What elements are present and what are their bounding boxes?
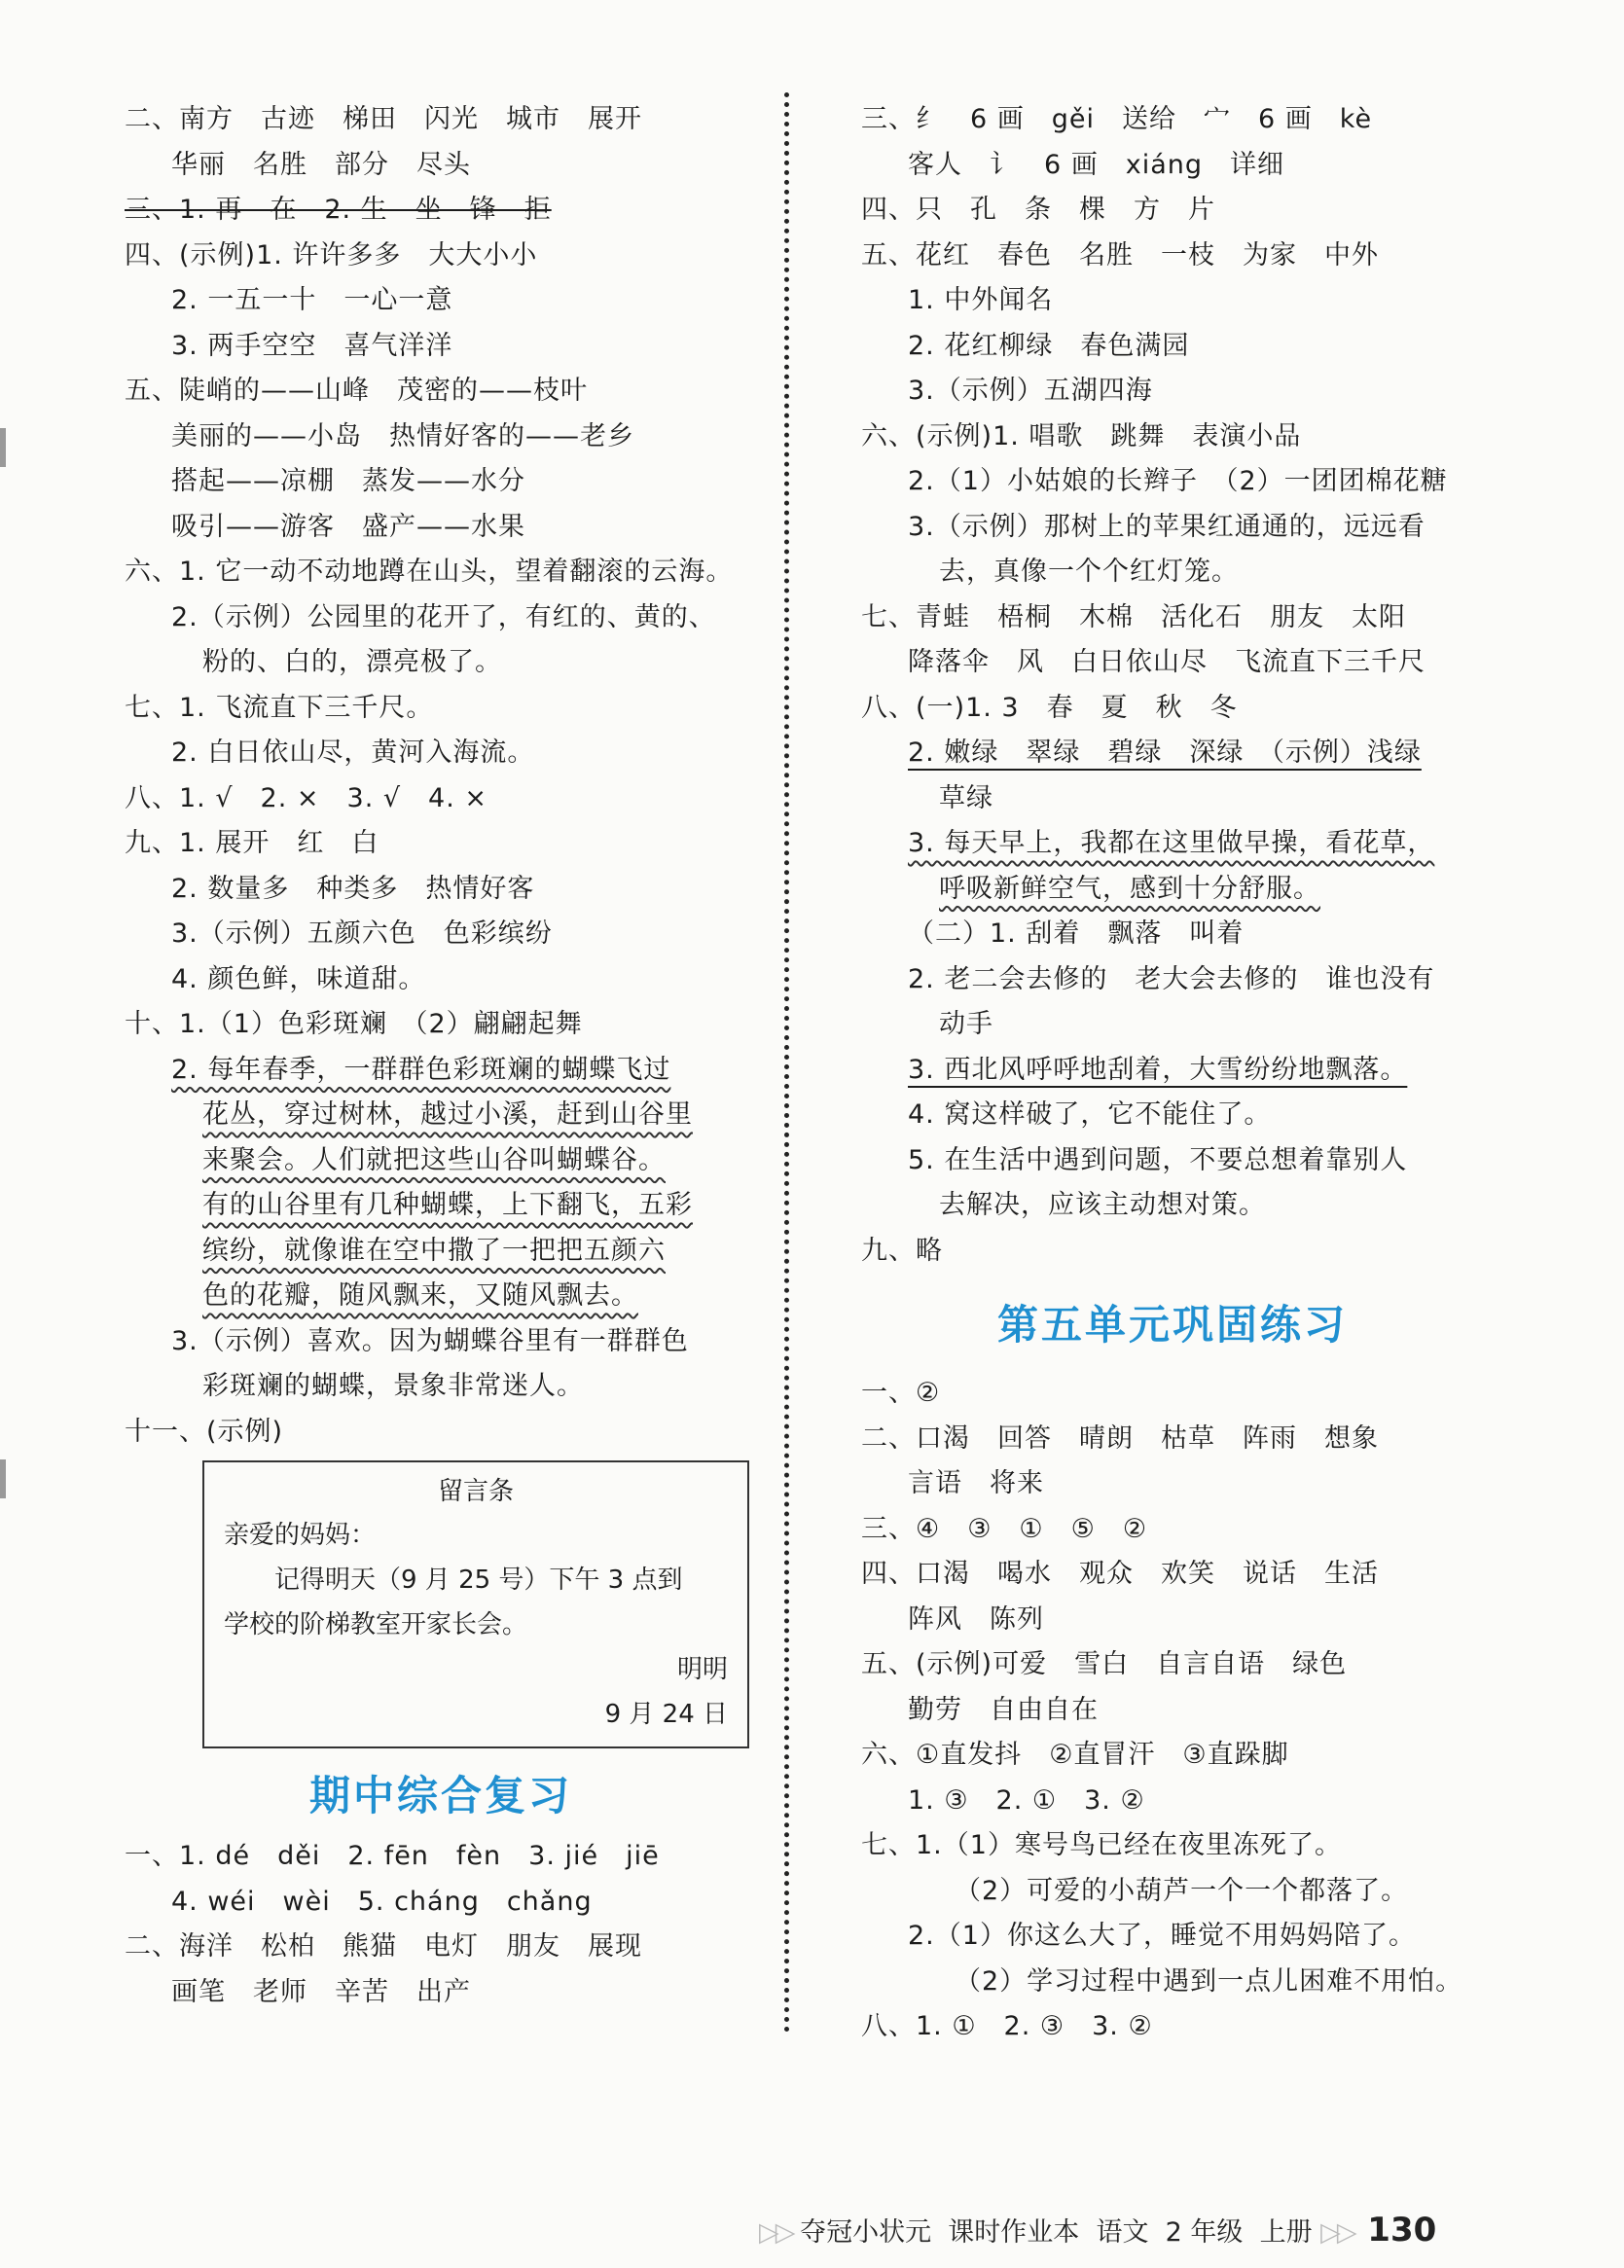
answer-line-text: 六、①直发抖 ②直冒汗 ③直跺脚 xyxy=(861,1740,1289,1770)
answer-line xyxy=(125,188,757,234)
footer-arrow-icon: ▷▷ xyxy=(1320,2217,1353,2248)
answer-line-text: 3.（示例）喜欢。因为蝴蝶谷里有一群群色 xyxy=(171,1325,689,1356)
answer-line-text: 去，真像一个个红灯笼。 xyxy=(939,557,1239,587)
answer-line-text: 五、陡峭的——山峰 茂密的——枝叶 xyxy=(125,376,588,406)
answer-line-text: 4. 颜色鲜，味道甜。 xyxy=(171,963,426,994)
answer-line-text: 花丛，穿过树林，越过小溪，赶到山谷里 xyxy=(202,1099,693,1130)
answer-line-text: 六、1. 它一动不动地蹲在山头，望着翻滚的云海。 xyxy=(125,557,734,587)
answer-line-text: 四、只 孔 条 棵 方 片 xyxy=(861,195,1215,225)
answer-line xyxy=(125,1093,757,1138)
answer-line-text: 九、略 xyxy=(861,1235,943,1266)
answer-line xyxy=(861,1093,1484,1138)
edge-mark xyxy=(0,1459,6,1498)
answer-line xyxy=(125,1970,757,2016)
answer-line xyxy=(861,1688,1484,1734)
note-date: 9 月 24 日 xyxy=(604,1700,728,1729)
answer-line-text: 2. 一五一十 一心一意 xyxy=(171,285,453,315)
answer-line xyxy=(125,686,757,732)
answer-line xyxy=(861,1461,1484,1507)
answer-line xyxy=(125,414,757,460)
answer-line xyxy=(125,97,757,143)
answer-line xyxy=(861,1552,1484,1598)
right-answer-lines-2 xyxy=(861,1371,1484,2050)
answer-line-text: 2. 每年春季，一群群色彩斑斓的蝴蝶飞过 xyxy=(171,1054,671,1085)
answer-line xyxy=(861,1914,1484,1960)
answer-line xyxy=(861,2004,1484,2050)
answer-line xyxy=(125,595,757,641)
answer-line-text: 美丽的——小岛 热情好客的——老乡 xyxy=(171,420,634,451)
answer-line xyxy=(861,1002,1484,1048)
answer-line-text: 3.（示例）那树上的苹果红通通的，远远看 xyxy=(908,511,1426,542)
answer-line xyxy=(125,234,757,279)
answer-line xyxy=(125,278,757,324)
answer-line xyxy=(861,1869,1484,1915)
answer-line-text: 四、口渴 喝水 观众 欢笑 说话 生活 xyxy=(861,1559,1379,1589)
note-title: 留言条 xyxy=(437,1477,514,1506)
answer-line-text: 十一、(示例) xyxy=(125,1416,284,1447)
message-note-box xyxy=(202,1460,749,1748)
answer-line xyxy=(125,1364,757,1410)
answer-line-text: 4. wéi wèi 5. cháng chǎng xyxy=(171,1886,593,1917)
answer-line-text: 搭起——凉棚 蒸发——水分 xyxy=(171,466,525,496)
answer-line-text: 阵风 陈列 xyxy=(908,1603,1044,1635)
answer-line-text: 缤纷，就像谁在空中撒了一把把五颜六 xyxy=(202,1235,666,1266)
note-greeting: 亲爱的妈妈： xyxy=(224,1521,377,1550)
answer-line-text: 二、口渴 回答 晴朗 枯草 阵雨 想象 xyxy=(861,1422,1379,1454)
column-divider xyxy=(784,92,789,2034)
answer-line xyxy=(125,550,757,595)
answer-line xyxy=(125,957,757,1003)
answer-line-text: 四、(示例)1. 许许多多 大大小小 xyxy=(125,239,538,270)
answer-line-text: 2. 数量多 种类多 热情好客 xyxy=(171,873,535,904)
answer-line xyxy=(861,1229,1484,1275)
answer-line-text: 3. 两手空空 喜气洋洋 xyxy=(171,330,453,361)
answer-line-text: 2. 老二会去修的 老大会去修的 谁也没有 xyxy=(908,963,1435,994)
answer-line-text: 八、(一)1. 3 春 夏 秋 冬 xyxy=(861,692,1238,723)
section-heading-midterm: 期中综合复习 xyxy=(308,1772,572,1819)
answer-line-text: 三、④ ③ ① ⑤ ② xyxy=(861,1513,1148,1544)
answer-line xyxy=(861,1642,1484,1688)
answer-line xyxy=(861,414,1484,460)
answer-line xyxy=(125,1183,757,1229)
answer-line xyxy=(861,1733,1484,1779)
answer-line xyxy=(861,1507,1484,1553)
note-signer: 明明 xyxy=(676,1655,728,1684)
footer-arrow-icon: ▷▷ xyxy=(759,2217,792,2248)
answer-line xyxy=(861,640,1484,686)
answer-line-text: 八、1. ① 2. ③ 3. ② xyxy=(861,2011,1153,2041)
answer-line xyxy=(125,1229,757,1275)
answer-line-text: 呼吸新鲜空气，感到十分舒服。 xyxy=(939,873,1320,904)
answer-line xyxy=(861,369,1484,414)
answer-line-text: 一、1. dé děi 2. fēn fèn 3. jié jiē xyxy=(125,1841,660,1871)
answer-line-text: 2.（1）你这么大了，睡觉不用妈妈陪了。 xyxy=(908,1921,1416,1951)
footer-book: 课时作业本 xyxy=(948,2217,1080,2248)
left-answer-lines xyxy=(125,97,757,1455)
answer-line xyxy=(125,1834,757,1880)
left-answer-lines-2 xyxy=(125,1834,757,2015)
answer-line-text: 动手 xyxy=(939,1009,993,1039)
answer-line xyxy=(861,324,1484,370)
answer-line-text: 来聚会。人们就把这些山谷叫蝴蝶谷。 xyxy=(202,1144,666,1175)
answer-line-text: 4. 窝这样破了，它不能住了。 xyxy=(908,1099,1272,1130)
answer-line-text: 3. 西北风呼呼地刮着，大雪纷纷地飘落。 xyxy=(908,1054,1408,1085)
answer-line xyxy=(861,550,1484,595)
answer-line-text: 客人 讠 6 画 xiáng 详细 xyxy=(908,149,1285,180)
answer-line xyxy=(861,1048,1484,1094)
answer-line-text: （2）可爱的小葫芦一个一个都落了。 xyxy=(955,1875,1409,1906)
answer-line-text: 七、青蛙 梧桐 木棉 活化石 朋友 太阳 xyxy=(861,601,1406,632)
note-body-line: 学校的阶梯教室开家长会。 xyxy=(224,1610,528,1639)
answer-line xyxy=(861,821,1484,867)
answer-line xyxy=(861,1823,1484,1869)
answer-line xyxy=(125,1274,757,1319)
edge-mark xyxy=(0,428,6,467)
answer-line-text: 五、(示例)可爱 雪白 自言自语 绿色 xyxy=(861,1649,1348,1679)
answer-line xyxy=(125,1925,757,1970)
answer-line-text: 七、1.（1）寒号鸟已经在夜里冻死了。 xyxy=(861,1830,1342,1860)
answer-line-text: 去解决，应该主动想对策。 xyxy=(939,1190,1266,1220)
answer-line-text: 降落伞 风 白日依山尽 飞流直下三千尺 xyxy=(908,647,1426,677)
answer-line xyxy=(861,1183,1484,1229)
answer-line-text: 5. 在生活中遇到问题，不要总想着靠别人 xyxy=(908,1144,1408,1175)
answer-line xyxy=(125,1410,757,1456)
answer-line-text: 九、1. 展开 红 白 xyxy=(125,828,379,858)
answer-line xyxy=(861,1598,1484,1643)
answer-line-text: 2. 嫩绿 翠绿 碧绿 深绿 （示例）浅绿 xyxy=(908,738,1422,768)
answer-line xyxy=(861,686,1484,732)
answer-line xyxy=(125,912,757,957)
note-body-line: 记得明天（9 月 25 号）下午 3 点到 xyxy=(274,1566,683,1595)
footer-term: 上册 xyxy=(1259,2217,1313,2248)
answer-line xyxy=(861,776,1484,822)
answer-line-text: 十、1.（1）色彩斑斓 （2）翩翩起舞 xyxy=(125,1009,583,1039)
answer-line xyxy=(125,640,757,686)
answer-line-text: 3.（示例）五湖四海 xyxy=(908,376,1153,406)
right-answer-lines xyxy=(861,97,1484,1274)
answer-line-text: 1. ③ 2. ① 3. ② xyxy=(908,1784,1145,1816)
answer-line-text: 华丽 名胜 部分 尽头 xyxy=(171,149,471,180)
answer-line-text: 有的山谷里有几种蝴蝶，上下翻飞，五彩 xyxy=(202,1190,693,1220)
answer-line xyxy=(125,1002,757,1048)
answer-line-text: 二、海洋 松柏 熊猫 电灯 朋友 展现 xyxy=(125,1931,642,1962)
answer-line xyxy=(861,595,1484,641)
answer-line-text: 1. 中外闻名 xyxy=(908,285,1054,315)
answer-line xyxy=(861,278,1484,324)
answer-line-text: 2.（示例）公园里的花开了，有红的、黄的、 xyxy=(171,601,716,632)
answer-line-text: 2.（1）小姑娘的长辫子 （2）一团团棉花糖 xyxy=(908,466,1448,496)
page-number: 130 xyxy=(1367,2211,1437,2250)
answer-line-text: 二、南方 古迹 梯田 闪光 城市 展开 xyxy=(125,104,642,134)
answer-line xyxy=(125,505,757,551)
answer-line-text: 吸引——游客 盛产——水果 xyxy=(171,511,525,542)
answer-line-text: 色的花瓣，随风飘来，又随风飘去。 xyxy=(202,1280,638,1311)
answer-line xyxy=(125,731,757,776)
answer-line-text: 3. 每天早上，我都在这里做早操，看花草， xyxy=(908,828,1435,858)
answer-line xyxy=(861,1371,1484,1417)
answer-line-text: 勤劳 自由自在 xyxy=(908,1694,1099,1725)
answer-line-text: 2. 白日依山尽，黄河入海流。 xyxy=(171,738,535,768)
answer-line-text: 五、花红 春色 名胜 一枝 为家 中外 xyxy=(861,239,1379,270)
answer-line xyxy=(861,1779,1484,1824)
answer-line xyxy=(861,459,1484,505)
page-footer xyxy=(759,2211,1436,2250)
answer-line xyxy=(861,731,1484,776)
answer-line-text: 三、1. 再 在 2. 生 坐 锋 拒 xyxy=(125,195,552,225)
answer-line xyxy=(861,1138,1484,1184)
footer-grade: 2 年级 xyxy=(1165,2217,1244,2248)
answer-line xyxy=(861,188,1484,234)
answer-line xyxy=(125,1138,757,1184)
answer-line-text: 3.（示例）五颜六色 色彩缤纷 xyxy=(171,918,553,949)
answer-line xyxy=(861,97,1484,143)
answer-line xyxy=(861,1960,1484,2005)
answer-line xyxy=(861,912,1484,957)
answer-line xyxy=(861,1417,1484,1462)
right-column xyxy=(861,97,1484,2050)
answer-line xyxy=(125,459,757,505)
answer-line xyxy=(125,1048,757,1094)
answer-line-text: 粉的、白的，漂亮极了。 xyxy=(202,647,502,677)
answer-line-text: 七、1. 飞流直下三千尺。 xyxy=(125,692,434,723)
answer-line-text: 六、(示例)1. 唱歌 跳舞 表演小品 xyxy=(861,420,1302,451)
footer-brand: 夺冠小状元 xyxy=(800,2217,932,2248)
answer-line-text: 2. 花红柳绿 春色满园 xyxy=(908,330,1190,361)
left-column xyxy=(125,97,757,2015)
answer-line-text: 言语 将来 xyxy=(908,1468,1044,1498)
answer-line xyxy=(861,505,1484,551)
footer-subject: 语文 xyxy=(1096,2217,1149,2248)
answer-line-text: 八、1. √ 2. × 3. √ 4. × xyxy=(125,782,488,813)
answer-line xyxy=(125,821,757,867)
answer-line-text: 三、纟 6 画 gěi 送给 宀 6 画 kè xyxy=(861,104,1373,134)
answer-line xyxy=(861,143,1484,189)
answer-line xyxy=(125,369,757,414)
answer-line xyxy=(125,143,757,189)
answer-line-text: 彩斑斓的蝴蝶，景象非常迷人。 xyxy=(202,1371,584,1401)
answer-line xyxy=(125,776,757,822)
answer-line xyxy=(125,1319,757,1365)
answer-line xyxy=(125,867,757,913)
answer-line-text: 草绿 xyxy=(939,782,993,813)
answer-line-text: （2）学习过程中遇到一点儿困难不用怕。 xyxy=(955,1965,1463,1997)
answer-line xyxy=(861,234,1484,279)
answer-line xyxy=(861,867,1484,913)
section-heading-unit5: 第五单元巩固练习 xyxy=(996,1301,1348,1349)
answer-line-text: 画笔 老师 辛苦 出产 xyxy=(171,1976,471,2007)
answer-line xyxy=(861,957,1484,1003)
answer-line-text: （二）1. 刮着 飘落 叫着 xyxy=(908,918,1245,949)
answer-line-text: 一、② xyxy=(861,1378,941,1408)
answer-line xyxy=(125,324,757,370)
answer-line xyxy=(125,1880,757,1926)
